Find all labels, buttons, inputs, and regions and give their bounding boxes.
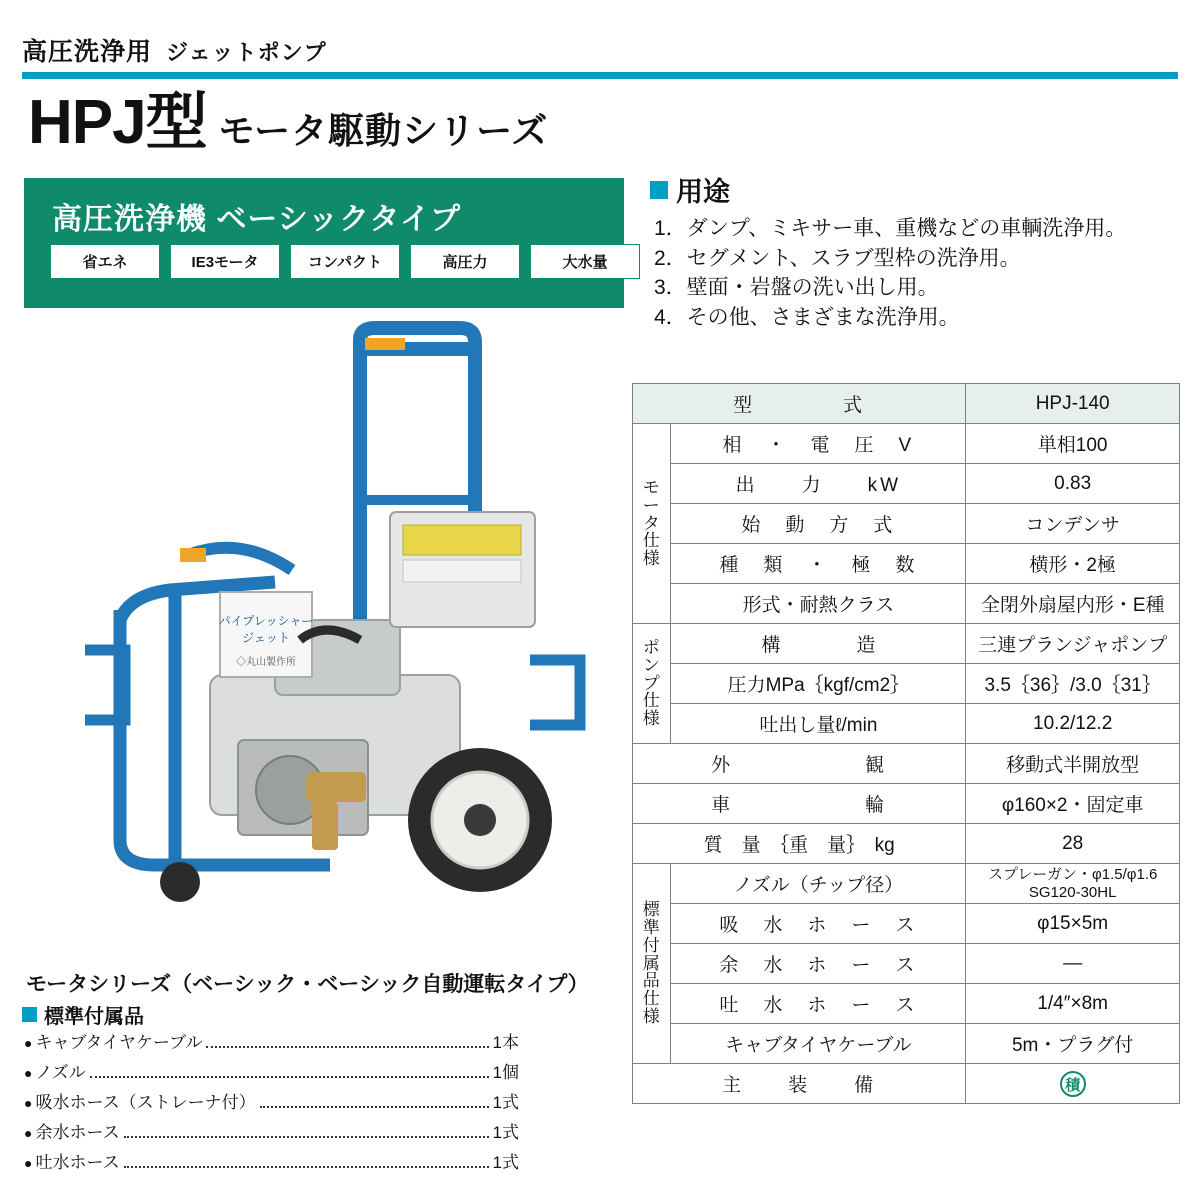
table-row <box>633 904 1180 944</box>
table-row <box>633 864 1180 904</box>
leader-dots <box>124 1166 489 1168</box>
feature-tag: IE3モータ <box>170 244 280 279</box>
feature-tag: コンパクト <box>290 244 400 279</box>
spec-value: 横形・2極 <box>966 544 1180 584</box>
spec-value: — <box>966 944 1180 984</box>
spec-value: コンデンサ <box>966 504 1180 544</box>
title-model: HPJ型 <box>28 88 207 157</box>
accessory-qty: 1個 <box>492 1063 519 1082</box>
list-item <box>24 1088 519 1113</box>
spec-label: 始 動 方 式 <box>671 504 966 544</box>
square-marker-icon <box>650 181 668 199</box>
svg-text:パイプレッシャー: パイプレッシャー <box>218 614 314 628</box>
usage-item: 2．セグメント、スラブ型枠の洗浄用。 <box>654 246 1021 270</box>
product-banner <box>24 178 624 308</box>
spec-value: 28 <box>966 824 1180 864</box>
table-row <box>633 584 1180 624</box>
spec-value: φ15×5m <box>966 904 1180 944</box>
pressure-washer-illustration <box>60 320 620 940</box>
spec-model-value: HPJ-140 <box>966 384 1180 424</box>
table-row <box>633 624 1180 664</box>
feature-tag: 省エネ <box>50 244 160 279</box>
spec-label: 種 類 ・ 極 数 <box>671 544 966 584</box>
spec-label: 吐出し量ℓ/min <box>671 704 966 744</box>
spec-label: 余 水 ホ ー ス <box>671 944 966 984</box>
kicker-primary: 高圧洗浄用 <box>22 38 153 66</box>
leader-dots <box>124 1136 489 1138</box>
bullet-icon: ● <box>24 1035 33 1051</box>
accessory-qty: 1式 <box>492 1153 519 1172</box>
accessories-heading-label: 標準付属品 <box>44 1006 144 1028</box>
table-row <box>633 744 1180 784</box>
usage-item: 1．ダンプ、ミキサー車、重機などの車輌洗浄用。 <box>654 217 1127 240</box>
spec-value: 全閉外扇屋内形・E種 <box>966 584 1180 624</box>
table-row <box>633 664 1180 704</box>
square-marker-icon <box>22 1007 37 1022</box>
table-row <box>633 1024 1180 1064</box>
spec-label: キャブタイヤケーブル <box>671 1024 966 1064</box>
list-item <box>24 1118 519 1143</box>
table-row <box>633 944 1180 984</box>
accessory-name: 吸水ホース（ストレーナ付） <box>35 1093 256 1112</box>
accessories-list <box>24 1028 519 1178</box>
specification-table <box>632 383 1180 1104</box>
spec-group-pump: ポ ン プ 仕 様 <box>633 624 671 744</box>
svg-text:ジェット: ジェット <box>242 631 290 645</box>
usage-heading-label: 用途 <box>676 177 730 207</box>
svg-text:◇丸山製作所: ◇丸山製作所 <box>236 657 296 668</box>
spec-label: 質 量 ｛重 量｝ kg <box>633 824 966 864</box>
spec-group-accessories: 標 準 付 属 品 仕 様 <box>633 864 671 1064</box>
usage-heading <box>650 170 1190 209</box>
spec-value: 0.83 <box>966 464 1180 504</box>
leader-dots <box>206 1046 488 1048</box>
spec-value-equipment <box>966 1064 1180 1104</box>
spec-label: 圧力MPa｛kgf/cm2｝ <box>671 664 966 704</box>
accessory-qty: 1式 <box>492 1123 519 1142</box>
header-divider <box>22 72 1178 79</box>
spec-label: 吸 水 ホ ー ス <box>671 904 966 944</box>
feature-tag-list <box>50 244 640 279</box>
spec-label: 外 観 <box>633 744 966 784</box>
accessory-name: ノズル <box>35 1063 86 1082</box>
spec-label: 相 ・ 電 圧 V <box>671 424 966 464</box>
accessories-heading <box>22 1000 144 1029</box>
spec-value: 単相100 <box>966 424 1180 464</box>
table-row <box>633 504 1180 544</box>
spec-value: φ160×2・固定車 <box>966 784 1180 824</box>
table-row <box>633 424 1180 464</box>
accessory-qty: 1本 <box>492 1033 519 1052</box>
usage-section <box>650 170 1190 334</box>
table-row <box>633 1064 1180 1104</box>
spec-label: 主 装 備 <box>633 1064 966 1104</box>
spec-value: 移動式半開放型 <box>966 744 1180 784</box>
spec-value: 三連プランジャポンプ <box>966 624 1180 664</box>
accessory-name: 吐水ホース <box>35 1153 120 1172</box>
spec-value: スプレーガン・φ1.5/φ1.6 SG120-30HL <box>966 864 1180 904</box>
usage-item: 3．壁面・岩盤の洗い出し用。 <box>654 276 939 300</box>
table-row <box>633 384 1180 424</box>
spec-label: 形式・耐熱クラス <box>671 584 966 624</box>
table-row <box>633 984 1180 1024</box>
bullet-icon: ● <box>24 1125 33 1141</box>
spec-label: 車 輪 <box>633 784 966 824</box>
spec-value: 5m・プラグ付 <box>966 1024 1180 1064</box>
table-row <box>633 824 1180 864</box>
spec-value: 3.5｛36｝/3.0｛31｝ <box>966 664 1180 704</box>
table-row <box>633 784 1180 824</box>
page-kicker <box>22 32 327 68</box>
bullet-icon: ● <box>24 1095 33 1111</box>
table-row <box>633 704 1180 744</box>
list-item <box>24 1148 519 1173</box>
feature-tag: 大水量 <box>530 244 640 279</box>
spec-label: 出 力 kW <box>671 464 966 504</box>
table-row <box>633 544 1180 584</box>
spec-model-label: 型 式 <box>633 384 966 424</box>
spec-group-motor: モ ー タ 仕 様 <box>633 424 671 624</box>
leader-dots <box>260 1106 489 1108</box>
feature-tag: 高圧力 <box>410 244 520 279</box>
title-series: モータ駆動シリーズ <box>218 110 549 151</box>
list-item <box>24 1028 519 1053</box>
spec-value: 1/4″×8m <box>966 984 1180 1024</box>
usage-list <box>650 215 1190 332</box>
page-title <box>28 88 549 157</box>
kicker-secondary: ジェットポンプ <box>166 40 327 65</box>
accessory-name: キャブタイヤケーブル <box>35 1033 203 1052</box>
accessory-qty: 1式 <box>492 1093 519 1112</box>
circled-mark-icon: 積 <box>1060 1071 1086 1097</box>
table-row <box>633 464 1180 504</box>
leader-dots <box>90 1076 489 1078</box>
spec-label: 吐 水 ホ ー ス <box>671 984 966 1024</box>
spec-label: 構 造 <box>671 624 966 664</box>
list-item <box>24 1058 519 1083</box>
usage-item: 4．その他、さまざまな洗浄用。 <box>654 306 960 330</box>
bullet-icon: ● <box>24 1155 33 1171</box>
accessory-name: 余水ホース <box>35 1123 120 1142</box>
product-photo <box>60 320 620 940</box>
spec-label: ノズル（チップ径） <box>671 864 966 904</box>
banner-title: 高圧洗浄機 ベーシックタイプ <box>52 203 462 236</box>
bullet-icon: ● <box>24 1065 33 1081</box>
spec-value: 10.2/12.2 <box>966 704 1180 744</box>
series-note: モータシリーズ（ベーシック・ベーシック自動運転タイプ） <box>26 973 589 996</box>
